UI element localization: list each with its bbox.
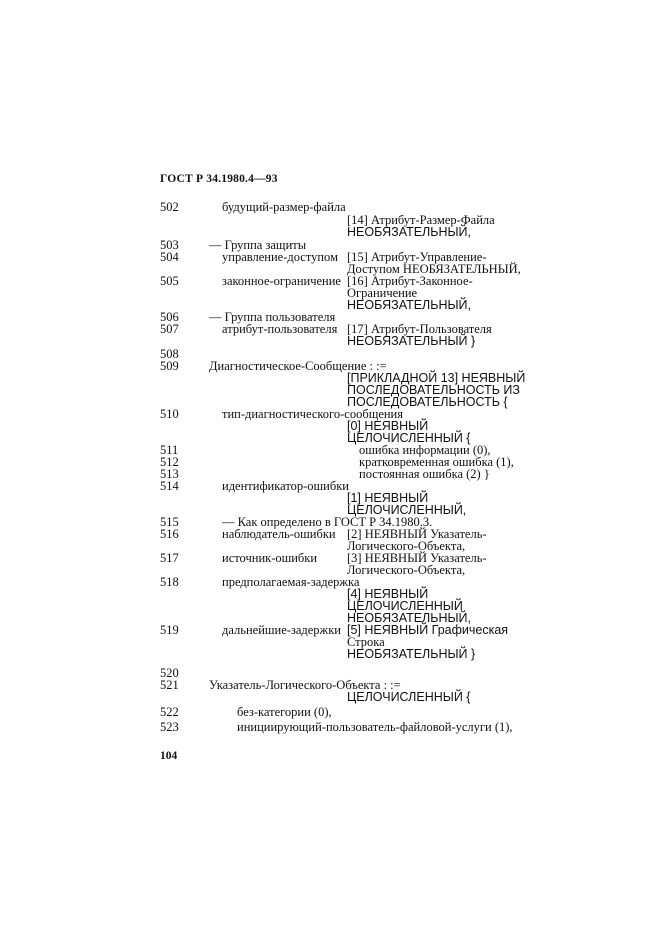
- field-type: НЕОБЯЗАТЕЛЬНЫЙ,: [347, 225, 472, 239]
- line-number: 511: [160, 443, 179, 457]
- line-number: 517: [160, 551, 179, 565]
- field-type: [4] НЕЯВНЫЙ: [347, 587, 429, 601]
- field-name: управление-доступом: [222, 250, 338, 264]
- field-type: НЕОБЯЗАТЕЛЬНЫЙ }: [347, 647, 476, 661]
- line-number: 518: [160, 575, 179, 589]
- field-type: НЕОБЯЗАТЕЛЬНЫЙ }: [347, 334, 476, 348]
- line-number: 507: [160, 322, 179, 336]
- field-name: источник-ошибки: [222, 551, 318, 565]
- field-type: ЦЕЛОЧИСЛЕННЫЙ: [347, 599, 463, 613]
- field-type: [16] Атрибут-Законное-: [347, 274, 473, 288]
- line-number: 515: [160, 515, 179, 529]
- line-number: 508: [160, 347, 179, 361]
- enum-value: кратковременная ошибка (1),: [359, 455, 514, 469]
- field-type: ЦЕЛОЧИСЛЕННЫЙ {: [347, 431, 471, 445]
- field-type: Ограничение: [347, 286, 418, 300]
- field-type: [1] НЕЯВНЫЙ: [347, 491, 429, 505]
- field-name: атрибут-пользователя: [222, 322, 338, 336]
- field-type: [15] Атрибут-Управление-: [347, 250, 487, 264]
- field-type: [14] Атрибут-Размер-Файла: [347, 213, 495, 227]
- line-number: 516: [160, 527, 179, 541]
- field-type: ЦЕЛОЧИСЛЕННЫЙ,: [347, 503, 467, 517]
- type-definition: Диагностическое-Сообщение : :=: [209, 359, 387, 373]
- line-number: 506: [160, 310, 179, 324]
- enum-value: ошибка информации (0),: [359, 443, 491, 457]
- line-number: 514: [160, 479, 179, 493]
- field-name: предполагаемая-задержка: [222, 575, 360, 589]
- field-type: [5] НЕЯВНЫЙ Графическая: [347, 623, 509, 637]
- line-number: 504: [160, 250, 179, 264]
- field-type: [0] НЕЯВНЫЙ: [347, 419, 429, 433]
- line-number: 509: [160, 359, 179, 373]
- field-type: Строка: [347, 635, 385, 649]
- enum-value: инициирующий-пользователь-файловой-услуги (1),: [237, 720, 513, 734]
- line-number: 519: [160, 623, 179, 637]
- field-type: НЕОБЯЗАТЕЛЬНЫЙ,: [347, 298, 472, 312]
- line-number: 512: [160, 455, 179, 469]
- line-number: 522: [160, 705, 179, 719]
- field-type: [ПРИКЛАДНОЙ 13] НЕЯВНЫЙ: [347, 371, 526, 385]
- line-number: 513: [160, 467, 179, 481]
- field-type: Логического-Объекта,: [347, 539, 466, 553]
- field-name: тип-диагностического-сообщения: [222, 407, 403, 421]
- type-definition: Указатель-Логического-Объекта : :=: [209, 678, 401, 692]
- enum-value: без-категории (0),: [237, 705, 332, 719]
- field-type: Доступом НЕОБЯЗАТЕЛЬНЫЙ,: [347, 262, 521, 276]
- field-type: [2] НЕЯВНЫЙ Указатель-: [347, 527, 487, 541]
- field-type: [17] Атрибут-Пользователя: [347, 322, 492, 336]
- field-type: ЦЕЛОЧИСЛЕННЫЙ {: [347, 690, 471, 704]
- line-number: 523: [160, 720, 179, 734]
- line-number: 505: [160, 274, 179, 288]
- field-name: законное-ограничение: [222, 274, 341, 288]
- field-type: ПОСЛЕДОВАТЕЛЬНОСТЬ {: [347, 395, 508, 409]
- page-number: 104: [160, 750, 178, 762]
- field-name: дальнейшие-задержки: [222, 623, 341, 637]
- enum-value: постоянная ошибка (2) }: [359, 467, 490, 481]
- field-type: ПОСЛЕДОВАТЕЛЬНОСТЬ ИЗ: [347, 383, 520, 397]
- line-number: 502: [160, 200, 179, 214]
- field-type: НЕОБЯЗАТЕЛЬНЫЙ,: [347, 611, 472, 625]
- field-type: Логического-Объекта,: [347, 563, 466, 577]
- comment: — Группа пользователя: [209, 310, 336, 324]
- line-number: 503: [160, 238, 179, 252]
- comment: — Как определено в ГОСТ Р 34.1980.3.: [222, 515, 433, 529]
- field-name: будущий-размер-файла: [222, 200, 346, 214]
- line-number: 510: [160, 407, 179, 421]
- comment: — Группа защиты: [209, 238, 307, 252]
- line-number: 521: [160, 678, 179, 692]
- page-header: ГОСТ Р 34.1980.4—93: [160, 173, 278, 185]
- line-number: 520: [160, 666, 179, 680]
- field-name: идентификатор-ошибки: [222, 479, 349, 493]
- field-type: [3] НЕЯВНЫЙ Указатель-: [347, 551, 487, 565]
- field-name: наблюдатель-ошибки: [222, 527, 336, 541]
